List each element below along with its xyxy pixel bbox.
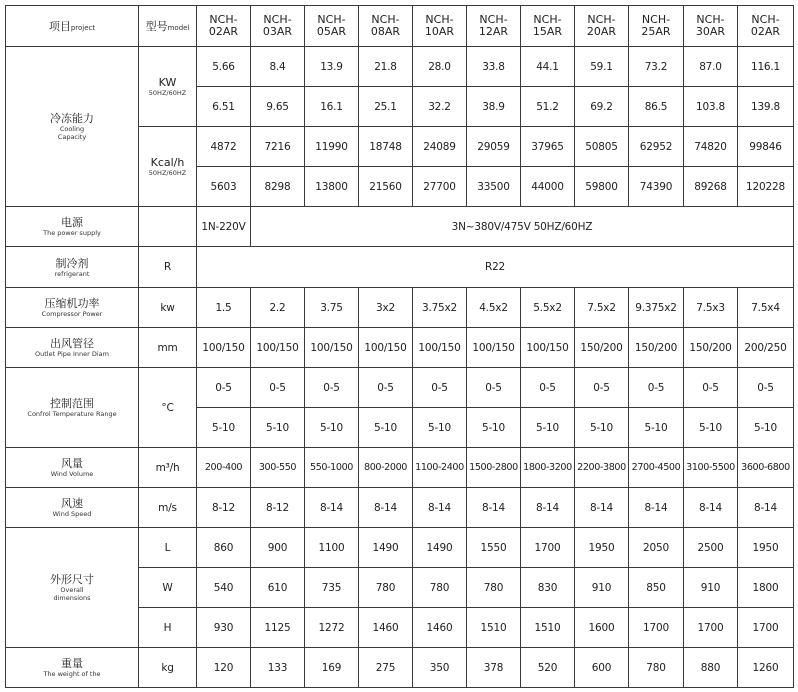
table-cell: 1100-2400	[413, 448, 467, 488]
table-cell: 74820	[684, 127, 738, 167]
model-header	[359, 6, 413, 47]
header-model	[139, 6, 197, 47]
table-cell: 8-12	[197, 488, 251, 528]
table-cell: 0-5	[359, 368, 413, 408]
header-model-cn: 型号	[145, 20, 168, 33]
table-cell: 1950	[738, 528, 794, 568]
table-cell: 780	[629, 648, 684, 688]
outlet-cn: 出风管径	[50, 337, 94, 350]
table-cell: 200/250	[738, 328, 794, 368]
table-cell: 21560	[359, 167, 413, 207]
table-cell: 13800	[305, 167, 359, 207]
power-cn: 电源	[61, 216, 83, 229]
wind-speed-cn: 风速	[61, 497, 83, 510]
table-cell: 275	[359, 648, 413, 688]
table-cell: 37965	[521, 127, 575, 167]
table-cell: 27700	[413, 167, 467, 207]
table-cell: 7216	[251, 127, 305, 167]
cooling-kw-50-row	[6, 47, 794, 87]
model-header	[413, 6, 467, 47]
table-cell: 38.9	[467, 87, 521, 127]
control-en: Confrol Temperature Range	[27, 410, 117, 418]
table-cell: 1460	[359, 608, 413, 648]
model-line1: NCH-	[371, 13, 400, 26]
table-cell: 11990	[305, 127, 359, 167]
table-cell: 100/150	[467, 328, 521, 368]
dimensions-label	[6, 528, 139, 648]
table-cell: 1272	[305, 608, 359, 648]
table-cell: 3x2	[359, 288, 413, 328]
outlet-en: Outlet Pipe Inner Diam	[35, 350, 109, 358]
table-cell: 59.1	[575, 47, 629, 87]
table-cell: 8-14	[521, 488, 575, 528]
table-cell: 32.2	[413, 87, 467, 127]
table-cell: 150/200	[684, 328, 738, 368]
model-line2: 08AR	[370, 25, 401, 38]
control-unit: °C	[139, 368, 197, 448]
model-line1: NCH-	[209, 13, 238, 26]
table-cell: 1950	[575, 528, 629, 568]
table-cell: 8-14	[575, 488, 629, 528]
table-cell: 5-10	[305, 408, 359, 448]
control-row-1	[6, 368, 794, 408]
model-line1: NCH-	[263, 13, 292, 26]
table-cell: 6.51	[197, 87, 251, 127]
outlet-label	[6, 328, 139, 368]
table-cell: 8-14	[467, 488, 521, 528]
model-header	[521, 6, 575, 47]
cooling-label	[6, 47, 139, 207]
table-cell: 8-14	[684, 488, 738, 528]
table-cell: 0-5	[521, 368, 575, 408]
table-cell: 200-400	[197, 448, 251, 488]
model-line1: NCH-	[425, 13, 454, 26]
refrigerant-value: R22	[197, 247, 794, 288]
model-header	[251, 6, 305, 47]
model-header	[738, 6, 794, 47]
table-cell: 5-10	[413, 408, 467, 448]
table-cell: 87.0	[684, 47, 738, 87]
weight-cn: 重量	[61, 657, 83, 670]
table-cell: 62952	[629, 127, 684, 167]
model-line1: NCH-	[751, 13, 780, 26]
table-cell: 520	[521, 648, 575, 688]
table-cell: 1700	[521, 528, 575, 568]
table-cell: 850	[629, 568, 684, 608]
table-cell: 74390	[629, 167, 684, 207]
kcal-unit: Kcal/h	[150, 156, 185, 169]
table-cell: 1500-2800	[467, 448, 521, 488]
model-header	[575, 6, 629, 47]
dimensions-cn: 外形尺寸	[50, 573, 94, 586]
dimension-h-unit: H	[139, 608, 197, 648]
table-cell: 2200-3800	[575, 448, 629, 488]
control-cn: 控制范围	[50, 397, 94, 410]
table-cell: 139.8	[738, 87, 794, 127]
table-cell: 1125	[251, 608, 305, 648]
power-en: The power supply	[43, 229, 101, 237]
table-cell: 25.1	[359, 87, 413, 127]
kw-unit: KW	[158, 76, 177, 89]
outlet-unit: mm	[139, 328, 197, 368]
dimension-l-unit: L	[139, 528, 197, 568]
wind-speed-label	[6, 488, 139, 528]
table-cell: 120228	[738, 167, 794, 207]
table-cell: 5-10	[575, 408, 629, 448]
table-cell: 103.8	[684, 87, 738, 127]
table-cell: 910	[575, 568, 629, 608]
table-cell: 8-14	[629, 488, 684, 528]
table-cell: 7.5x4	[738, 288, 794, 328]
wind-speed-en: Wind Speed	[52, 510, 92, 518]
table-cell: 5-10	[738, 408, 794, 448]
table-cell: 2050	[629, 528, 684, 568]
table-cell: 4872	[197, 127, 251, 167]
table-cell: 0-5	[467, 368, 521, 408]
table-cell: 2700-4500	[629, 448, 684, 488]
table-cell: 860	[197, 528, 251, 568]
table-cell: 1700	[629, 608, 684, 648]
dimension-l-row	[6, 528, 794, 568]
refrigerant-row	[6, 247, 794, 288]
power-single-phase: 1N-220V	[197, 207, 251, 247]
table-cell: 9.375x2	[629, 288, 684, 328]
table-cell: 0-5	[575, 368, 629, 408]
table-cell: 378	[467, 648, 521, 688]
table-cell: 8-14	[359, 488, 413, 528]
table-cell: 0-5	[197, 368, 251, 408]
cooling-kcal-unit	[139, 127, 197, 207]
weight-unit: kg	[139, 648, 197, 688]
control-label	[6, 368, 139, 448]
table-cell: 0-5	[305, 368, 359, 408]
table-cell: 169	[305, 648, 359, 688]
table-cell: 59800	[575, 167, 629, 207]
model-header	[305, 6, 359, 47]
table-cell: 3.75	[305, 288, 359, 328]
compressor-cn: 压缩机功率	[44, 297, 100, 310]
table-cell: 120	[197, 648, 251, 688]
table-cell: 21.8	[359, 47, 413, 87]
table-cell: 69.2	[575, 87, 629, 127]
table-cell: 133	[251, 648, 305, 688]
table-cell: 800-2000	[359, 448, 413, 488]
model-line2: 03AR	[262, 25, 293, 38]
refrigerant-label	[6, 247, 139, 288]
table-cell: 610	[251, 568, 305, 608]
table-cell: 100/150	[359, 328, 413, 368]
table-cell: 2.2	[251, 288, 305, 328]
model-line1: NCH-	[696, 13, 725, 26]
table-cell: 1.5	[197, 288, 251, 328]
cooling-en-2: Capacity	[57, 133, 87, 141]
header-item-cn: 项目	[48, 20, 71, 33]
table-cell: 5-10	[251, 408, 305, 448]
table-cell: 4.5x2	[467, 288, 521, 328]
table-cell: 5-10	[197, 408, 251, 448]
table-cell: 1550	[467, 528, 521, 568]
model-line1: NCH-	[479, 13, 508, 26]
table-cell: 1700	[738, 608, 794, 648]
table-cell: 350	[413, 648, 467, 688]
table-cell: 5-10	[684, 408, 738, 448]
header-row	[6, 6, 794, 47]
table-cell: 0-5	[413, 368, 467, 408]
model-line2: 15AR	[532, 25, 563, 38]
model-header	[684, 6, 738, 47]
cooling-en-1: Cooling	[59, 125, 85, 133]
wind-volume-cn: 风量	[61, 457, 83, 470]
dimension-w-unit: W	[139, 568, 197, 608]
table-cell: 3600-6800	[738, 448, 794, 488]
table-cell: 540	[197, 568, 251, 608]
wind-volume-unit: m³/h	[139, 448, 197, 488]
power-row	[6, 207, 794, 247]
table-cell: 100/150	[197, 328, 251, 368]
spec-table	[5, 5, 794, 688]
table-cell: 830	[521, 568, 575, 608]
outlet-row	[6, 328, 794, 368]
table-cell: 1600	[575, 608, 629, 648]
refrigerant-en: refrigerant	[54, 269, 90, 278]
table-cell: 930	[197, 608, 251, 648]
table-cell: 50805	[575, 127, 629, 167]
table-cell: 0-5	[738, 368, 794, 408]
table-cell: 16.1	[305, 87, 359, 127]
wind-volume-row	[6, 448, 794, 488]
table-cell: 8298	[251, 167, 305, 207]
power-unit	[139, 207, 197, 247]
table-cell: 9.65	[251, 87, 305, 127]
table-cell: 8-14	[738, 488, 794, 528]
table-cell: 7.5x3	[684, 288, 738, 328]
table-cell: 8.4	[251, 47, 305, 87]
table-cell: 1490	[413, 528, 467, 568]
table-cell: 1100	[305, 528, 359, 568]
model-line1: NCH-	[317, 13, 346, 26]
model-header	[629, 6, 684, 47]
weight-en: The weight of the	[43, 670, 101, 678]
table-cell: 100/150	[251, 328, 305, 368]
table-cell: 735	[305, 568, 359, 608]
table-cell: 1800-3200	[521, 448, 575, 488]
table-cell: 99846	[738, 127, 794, 167]
model-line2: 02AR	[208, 25, 239, 38]
compressor-label	[6, 288, 139, 328]
header-item-en: project	[70, 24, 96, 32]
power-label	[6, 207, 139, 247]
kcal-sub: 50HZ/60HZ	[148, 169, 187, 177]
table-cell: 100/150	[521, 328, 575, 368]
compressor-row	[6, 288, 794, 328]
weight-label	[6, 648, 139, 688]
cooling-cn: 冷冻能力	[50, 112, 94, 125]
model-line2: 05AR	[316, 25, 347, 38]
model-line2: 02AR	[750, 25, 781, 38]
table-cell: 0-5	[629, 368, 684, 408]
table-cell: 780	[413, 568, 467, 608]
refrigerant-cn: 制冷剂	[55, 256, 89, 270]
table-cell: 5.5x2	[521, 288, 575, 328]
table-cell: 8-12	[251, 488, 305, 528]
table-cell: 8-14	[305, 488, 359, 528]
table-cell: 300-550	[251, 448, 305, 488]
header-model-en: model	[167, 24, 190, 32]
model-line2: 12AR	[478, 25, 509, 38]
table-cell: 3.75x2	[413, 288, 467, 328]
table-cell: 1800	[738, 568, 794, 608]
table-cell: 5-10	[629, 408, 684, 448]
table-cell: 5-10	[359, 408, 413, 448]
kw-sub: 50HZ/60HZ	[148, 89, 187, 97]
dimensions-en-1: Overall	[60, 586, 84, 594]
table-cell: 13.9	[305, 47, 359, 87]
model-line1: NCH-	[641, 13, 671, 26]
table-cell: 780	[467, 568, 521, 608]
table-cell: 73.2	[629, 47, 684, 87]
table-cell: 2500	[684, 528, 738, 568]
refrigerant-unit: R	[139, 247, 197, 288]
table-cell: 5603	[197, 167, 251, 207]
table-cell: 5-10	[521, 408, 575, 448]
table-cell: 1490	[359, 528, 413, 568]
table-cell: 1460	[413, 608, 467, 648]
compressor-unit: kw	[139, 288, 197, 328]
header-item	[6, 6, 139, 47]
table-cell: 5.66	[197, 47, 251, 87]
model-line2: 30AR	[695, 25, 726, 38]
table-cell: 100/150	[413, 328, 467, 368]
model-line1: NCH-	[587, 13, 616, 26]
table-cell: 24089	[413, 127, 467, 167]
table-cell: 1510	[467, 608, 521, 648]
wind-volume-label	[6, 448, 139, 488]
table-cell: 51.2	[521, 87, 575, 127]
table-cell: 7.5x2	[575, 288, 629, 328]
table-cell: 89268	[684, 167, 738, 207]
table-cell: 600	[575, 648, 629, 688]
table-cell: 0-5	[684, 368, 738, 408]
table-cell: 910	[684, 568, 738, 608]
table-cell: 86.5	[629, 87, 684, 127]
table-cell: 150/200	[575, 328, 629, 368]
wind-speed-row	[6, 488, 794, 528]
power-three-phase: 3N~380V/475V 50HZ/60HZ	[251, 207, 794, 247]
table-cell: 1510	[521, 608, 575, 648]
table-cell: 44.1	[521, 47, 575, 87]
table-cell: 150/200	[629, 328, 684, 368]
model-header	[467, 6, 521, 47]
table-cell: 0-5	[251, 368, 305, 408]
dimensions-en-2: dimensions	[53, 594, 91, 602]
table-cell: 28.0	[413, 47, 467, 87]
table-cell: 33.8	[467, 47, 521, 87]
model-header	[197, 6, 251, 47]
model-line2: 20AR	[586, 25, 617, 38]
wind-speed-unit: m/s	[139, 488, 197, 528]
table-cell: 29059	[467, 127, 521, 167]
table-cell: 18748	[359, 127, 413, 167]
model-line1: NCH-	[533, 13, 562, 26]
model-line2: 25AR	[641, 25, 671, 38]
table-cell: 8-14	[413, 488, 467, 528]
table-cell: 880	[684, 648, 738, 688]
weight-row	[6, 648, 794, 688]
table-cell: 550-1000	[305, 448, 359, 488]
table-cell: 100/150	[305, 328, 359, 368]
model-line2: 10AR	[424, 25, 455, 38]
table-cell: 33500	[467, 167, 521, 207]
table-cell: 116.1	[738, 47, 794, 87]
table-cell: 5-10	[467, 408, 521, 448]
table-cell: 780	[359, 568, 413, 608]
table-cell: 1700	[684, 608, 738, 648]
table-cell: 3100-5500	[684, 448, 738, 488]
cooling-kw-unit	[139, 47, 197, 127]
table-cell: 900	[251, 528, 305, 568]
compressor-en: Compressor Power	[41, 310, 103, 318]
table-cell: 44000	[521, 167, 575, 207]
wind-volume-en: Wind Volume	[50, 470, 94, 478]
table-cell: 1260	[738, 648, 794, 688]
